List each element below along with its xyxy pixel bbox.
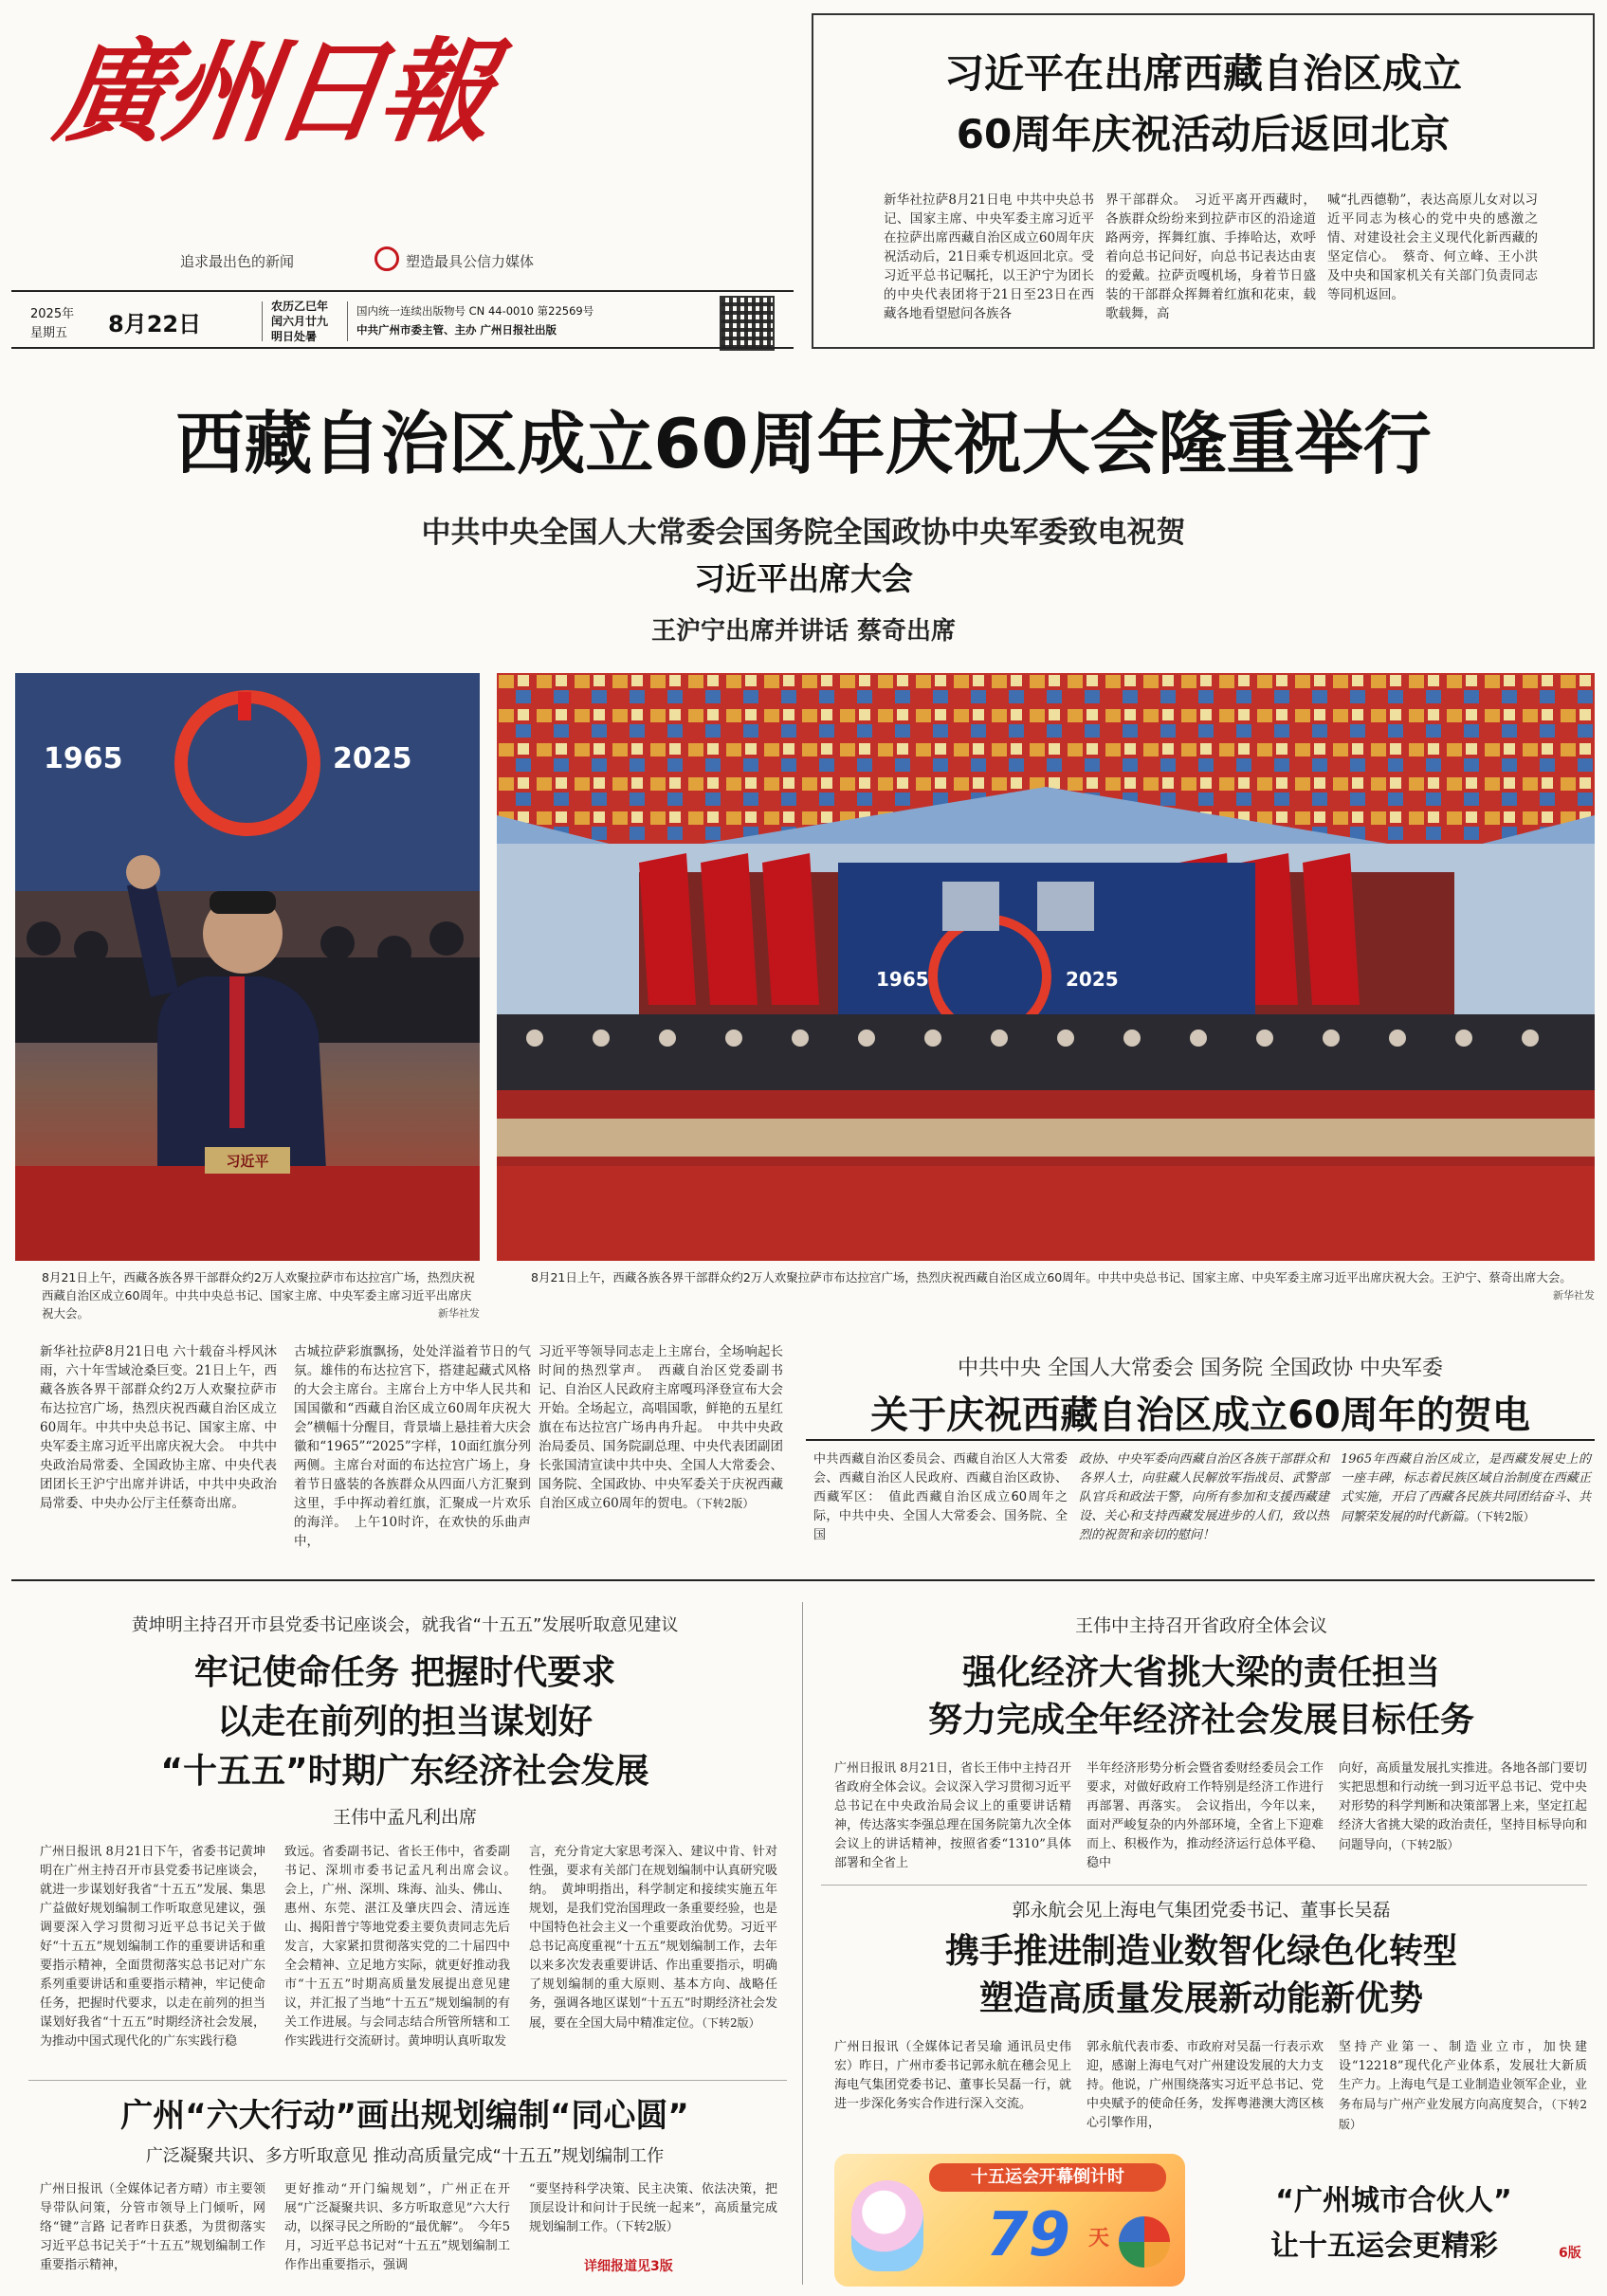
left-story-subline: 王伟中孟凡利出席 [332,1807,477,1828]
right-story2-col-3-text: 坚持产业第一、制造业立市，加快建设“12218”现代化产业体系，发展壮大新质生产力。上海电气是工业制造业领军企业，业务布局与广州产业发展方向高度契合， [1339,2040,1587,2112]
caption-1-text: 8月21日上午，西藏各族各界干部群众约2万人欢聚拉萨市布达拉宫广场，热烈庆祝西藏自治区成立60周年。中共中央总书记、国家主席、中央军委主席习近平出席庆祝大会。 [42,1270,475,1321]
top-story-headline-2: 60周年庆祝活动后返回北京 [956,111,1451,157]
masthead-logo [47,13,499,174]
left-story-col-1: 广州日报讯 8月21日下午，省委书记黄坤明在广州主持召开市县党委书记座谈会，就进一步谋划好我省“十五五”发展、集思广益做好规划编制工作听取意见建议，强调要深入学习贯彻习近平总书记关于做好“十五五”规划编制工作的重要讲话和重要指示精神，全面贯彻落实总书记对广东系列重要讲话和重要指示精神，牢记使命任务，把握时代要求，以走在前列的担当谋划好我省“十五五”时期经济社会发展，为推动中国式现代化的广东实践行稳 [40,1845,265,2049]
congrats-col-1: 中共西藏自治区委员会、西藏自治区人大常委会、西藏自治区人民政府、西藏自治区政协、西藏军区： 值此西藏自治区成立60周年之际，中共中央、全国人大常委会、国务院、全国 [813,1452,1068,1542]
lunar-line1: 农历乙巳年 [271,300,329,313]
left-story-kicker: 黄坤明主持召开市县党委书记座谈会，就我省“十五五”发展听取意见建议 [131,1615,679,1635]
pub-info-2: 中共广州市委主管、主办 广州日报社出版 [356,323,557,337]
lead-body-col-3 [539,1342,783,1551]
photo2-year-right: 2025 [1066,968,1119,991]
date-main: 8月22日 [108,311,202,337]
caption-photo-1 [42,1268,480,1325]
lead-subhead-2: 习近平出席大会 [694,560,913,597]
left-story2-more[interactable]: 详细报道见3版 [584,2259,673,2274]
caption-2-credit: 新华社发 [1553,1289,1595,1302]
right-story2-jump: （下转2版） [1339,2098,1587,2131]
right-story1-headline-2: 努力完成全年经济社会发展目标任务 [927,1701,1474,1740]
right-story1-headline-1: 强化经济大省挑大梁的责任担当 [961,1653,1440,1692]
right-story1-col-1: 广州日报讯 8月21日，省长王伟中主持召开省政府全体会议。会议深入学习贯彻习近平总书记在中央政治局会议上的重要讲话精神，传达落实李强总理在国务院第九次全体会议上的讲话精神，按照省委“1310”具体部署和全省上 [834,1761,1071,1870]
left-story-col-2: 致远。省委副书记、省长王伟中，省委副书记、深圳市委书记孟凡利出席会议。 会上，广州、深圳、珠海、汕头、佛山、惠州、东莞、湛江及肇庆四会、清远连山、揭阳普宁等地党委主要负责同志先后发言，大家紧扣贯彻落实党的二十届四中全会精神、立足地方实际，就更好推动我市“十五五”时期高质量发展提出意见建议，并汇报了当地“十五五”规划编制的有关工作进展。与会同志结合所管所辖和工作实践进行交流研讨。黄坤明认真听取发 [284,1845,523,2049]
right-story2-col-2: 郭永航代表市委、市政府对吴磊一行表示欢迎，感谢上海电气对广州建设发展的大力支持。他说，广州围绕落实习近平总书记、党中央赋予的使命任务，发挥粤港澳大湾区核心引擎作用， [1087,2040,1324,2130]
countdown-days: 79 [986,2200,1071,2270]
left-story-headline-1: 牢记使命任务 把握时代要求 [193,1653,616,1692]
lead-body-col-1: 新华社拉萨8月21日电 六十载奋斗桴风沐雨，六十年雪域沧桑巨变。21日上午，西藏各族各界干部群众约2万人欢聚拉萨市布达拉宫广场，热烈庆祝西藏自治区成立60周年。中共中央总书记、国家主席、中央军委主席习近平出席庆祝大会。 中共中央政治局常委、全国政协主席、中央代表团团长王沪宁出席并讲话，中共中央政治局常委、中央办公厅主任蔡奇出席。 [40,1344,277,1511]
congrats-headline: 关于庆祝西藏自治区成立60周年的贺电 [870,1394,1530,1437]
masthead-logo-text: 廣州日報 [47,26,499,157]
left-story2-subline: 广泛凝聚共识、多方听取意见 推动高质量完成“十五五”规划编制工作 [145,2146,665,2166]
date-weekday: 星期五 [30,326,68,340]
pub-info-1: 国内统一连续出版物号 CN 44-0010 第22569号 [356,304,594,318]
lead-subhead-1: 中共中央全国人大常委会国务院全国政协中央军委致电祝贺 [421,516,1186,550]
left-story-headline-3: “十五五”时期广东经济社会发展 [160,1752,649,1791]
mascot-icon [851,2180,923,2271]
slogan-left: 追求最出色的新闻 [180,253,295,270]
top-story-col-2: 界干部群众。 习近平离开西藏时，各族群众纷纷来到拉萨市区的沿途道路两旁，挥舞红旗、手捧哈达，欢呼着向总书记问好，向总书记表达由衷的爱戴。拉萨贡嘎机场，身着节日盛装的干部群众挥舞着红旗和花束，载歌载舞，高 [1105,192,1316,321]
countdown-title: 十五运会开幕倒计时 [929,2163,1166,2192]
photo1-year-left: 1965 [44,742,123,775]
right-story2-kicker: 郭永航会见上海电气集团党委书记、董事长吴磊 [1012,1900,1391,1921]
promo-page-ref: 6版 [1559,2246,1581,2261]
left-story2-col-2: 更好推动“开门编规划”，广州正在开展“广泛凝聚共识、多方听取意见”六大行动，以探寻民之所盼的“最优解”。 今年5月，习近平总书记对“十五五”规划编制工作作出重要指示，强调 [284,2182,510,2272]
photo-xi-svg [15,673,480,1261]
slogan-logo-icon [374,246,399,271]
caption-1-credit: 新华社发 [438,1307,480,1320]
date-block [13,296,791,345]
top-story-headline-1: 习近平在出席西藏自治区成立 [943,50,1462,97]
left-story-col-3-text: 言，充分肯定大家思考深入、建议中肯、针对性强，要求有关部门在规划编制中认真研究吸纳。 黄坤明指出，科学制定和接续实施五年规划，是我们党治国理政一条重要经验，也是中国特色社会主义一个重要政治优势。习近平总书记高度重视“十五五”规划编制工作，去年以来多次发表重要讲话、作出重要指示，明确了规划编制的重大原则、基本方向、战略任务，强调各地区谋划“十五五”时期经济社会发展，要在全国大局中精准定位。 [529,1845,777,2031]
left-story2-col-1: 广州日报讯（全媒体记者方晴）市主要领导带队问策，分管市领导上门倾听，网络“键”言路 记者昨日获悉，为贯彻落实习近平总书记关于“十五五”规划编制工作重要指示精神， [40,2182,265,2272]
right-story2-headline-1: 携手推进制造业数智化绿色化转型 [944,1932,1457,1971]
photo-xi-waving [15,673,480,1261]
right-story2-headline-2: 塑造高质量发展新动能新优势 [978,1979,1423,2018]
photo1-nameplate: 习近平 [226,1153,269,1170]
top-story-col-1: 新华社拉萨8月21日电 中共中央总书记、国家主席、中央军委主席习近平在拉萨出席西藏自治区成立60周年庆祝活动后，21日乘专机返回北京。受习近平总书记嘱托，以王沪宁为团长的中央代表团将于21日至23日在西藏各地看望慰问各族各 [884,192,1094,321]
lead-subhead-3: 王沪宁出席并讲话 蔡奇出席 [650,617,957,646]
lead-jump: （下转2版） [695,1497,755,1510]
photo-stage-svg [497,673,1595,1261]
lunar-line2: 闰六月廿九 [271,315,329,328]
top-story-col-3: 喊“扎西德勒”，表达高原儿女对以习近平同志为核心的党中央的感激之情、对建设社会主义现代化新西藏的坚定信心。 蔡奇、何立峰、王小洪及中央和国家机关有关部门负责同志等同机返回。 [1327,192,1538,302]
right-story1-col-2: 半年经济形势分析会暨省委财经委员会工作要求，对做好政府工作特别是经济工作进行再部署、再落实。 会议指出，今年以来，面对严峻复杂的内外部环境，全省上下迎难而上、积极作为，推动经济运行总体平稳、稳中 [1087,1761,1324,1870]
lead-headline: 西藏自治区成立60周年庆祝大会隆重举行 [175,404,1432,483]
slogan-right: 塑造最具公信力媒体 [406,253,535,270]
right-story1-col-3-text: 向好，高质量发展扎实推进。各地各部门要切实把思想和行动统一到习近平总书记、党中央对形势的科学判断和决策部署上来，坚定扛起经济大省挑大梁的政治责任，坚持目标导向和问题导向， [1339,1761,1587,1852]
lunar-line3: 明日处暑 [271,330,318,343]
photo1-year-right: 2025 [333,742,412,775]
left-story-col-3 [529,1843,777,2057]
right-story1-col-3 [1339,1759,1587,1873]
countdown-day-unit: 天 [1088,2227,1110,2250]
date-year: 2025年 [30,307,75,321]
lead-body-col-2: 古城拉萨彩旗飘扬，处处洋溢着节日的气氛。雄伟的布达拉宫下，搭建起藏式风格的大会主席台。主席台上方中华人民共和国国徽和“西藏自治区成立60周年庆祝大会”横幅十分醒目，背景墙上悬挂着大庆会徽和“1965”“2025”字样，10面红旗分列两侧。主席台对面的布达拉宫广场上，身着节日盛装的各族群众从四面八方汇聚到这里，手中挥动着红旗，汇聚成一片欢乐的海洋。 上午10时许，在欢快的乐曲声中， [294,1344,531,1549]
congrats-col-2: 政协、中央军委向西藏自治区各族干部群众和各界人士，向驻藏人民解放军指战员、武警部队官兵和政法干警，向所有参加和支援西藏建设、关心和支持西藏发展进步的人们，致以热烈的祝贺和亲切的慰问！ [1079,1452,1329,1542]
countdown-panel [834,2154,1185,2287]
promo-line-1: “广州城市合伙人” [1275,2184,1512,2217]
photo2-year-left: 1965 [876,968,929,991]
caption-2-text: 8月21日上午，西藏各族各界干部群众约2万人欢聚拉萨市布达拉宫广场，热烈庆祝西藏自治区成立60周年。中共中央总书记、国家主席、中央军委主席习近平出席庆祝大会。王沪宁、蔡奇出席大会。 [531,1270,1572,1285]
photo-celebration-stage [497,673,1595,1261]
left-story-headline-2: 以走在前列的担当谋划好 [216,1703,593,1741]
congrats-col-3-text: 1965年西藏自治区成立，是西藏发展史上的一座丰碑，标志着民族区域自治制度在西藏正式实施，开启了西藏各民族共同团结奋斗、共同繁荣发展的时代新篇。 [1341,1452,1591,1524]
top-story-box [812,13,1595,349]
left-story2-col-3: “要坚持科学决策、民主决策、依法决策，把顶层设计和问计于民统一起来”，高质量完成规划编制工作。（下转2版） [529,2182,777,2234]
congrats-kicker: 中共中央 全国人大常委会 国务院 全国政协 中央军委 [958,1357,1443,1380]
promo-line-2: 让十五运会更精彩 [1270,2230,1498,2263]
right-story1-kicker: 王伟中主持召开省政府全体会议 [1074,1615,1327,1636]
left-story2-headline: 广州“六大行动”画出规划编制“同心圆” [120,2097,689,2135]
congrats-jump: （下转2版） [1476,1510,1535,1523]
games-countdown-promo[interactable] [834,2154,1595,2287]
right-story2-col-1: 广州日报讯（全媒体记者吴瑜 通讯员史伟宏）昨日，广州市委书记郭永航在穗会见上海电气集团党委书记、董事长吴磊一行，就进一步深化务实合作进行深入交流。 [834,2040,1071,2111]
lead-body-col-3-text: 习近平等领导同志走上主席台，全场响起长时间的热烈掌声。 西藏自治区党委副书记、自治区人民政府主席嘎玛泽登宣布大会开始。全场起立，高唱国歌，鲜艳的五星红旗在布达拉宫广场冉冉升起。 中共中央政治局委员、国务院副总理、中央代表团副团长张国清宣读中共中央、全国人大常委会、国务院、全国政协、中央军委关于庆祝西藏自治区成立60周年的贺电。 [539,1344,783,1511]
caption-photo-2 [531,1268,1595,1325]
right-story1-jump: （下转2版） [1400,1838,1459,1851]
qr-code-icon [720,296,775,351]
left-story-jump: （下转2版） [702,2016,760,2030]
section-divider [11,1579,1595,1581]
games-logo-icon [1119,2216,1170,2268]
right-story2-col-3 [1339,2038,1587,2142]
congrats-col-3 [1341,1450,1591,1564]
